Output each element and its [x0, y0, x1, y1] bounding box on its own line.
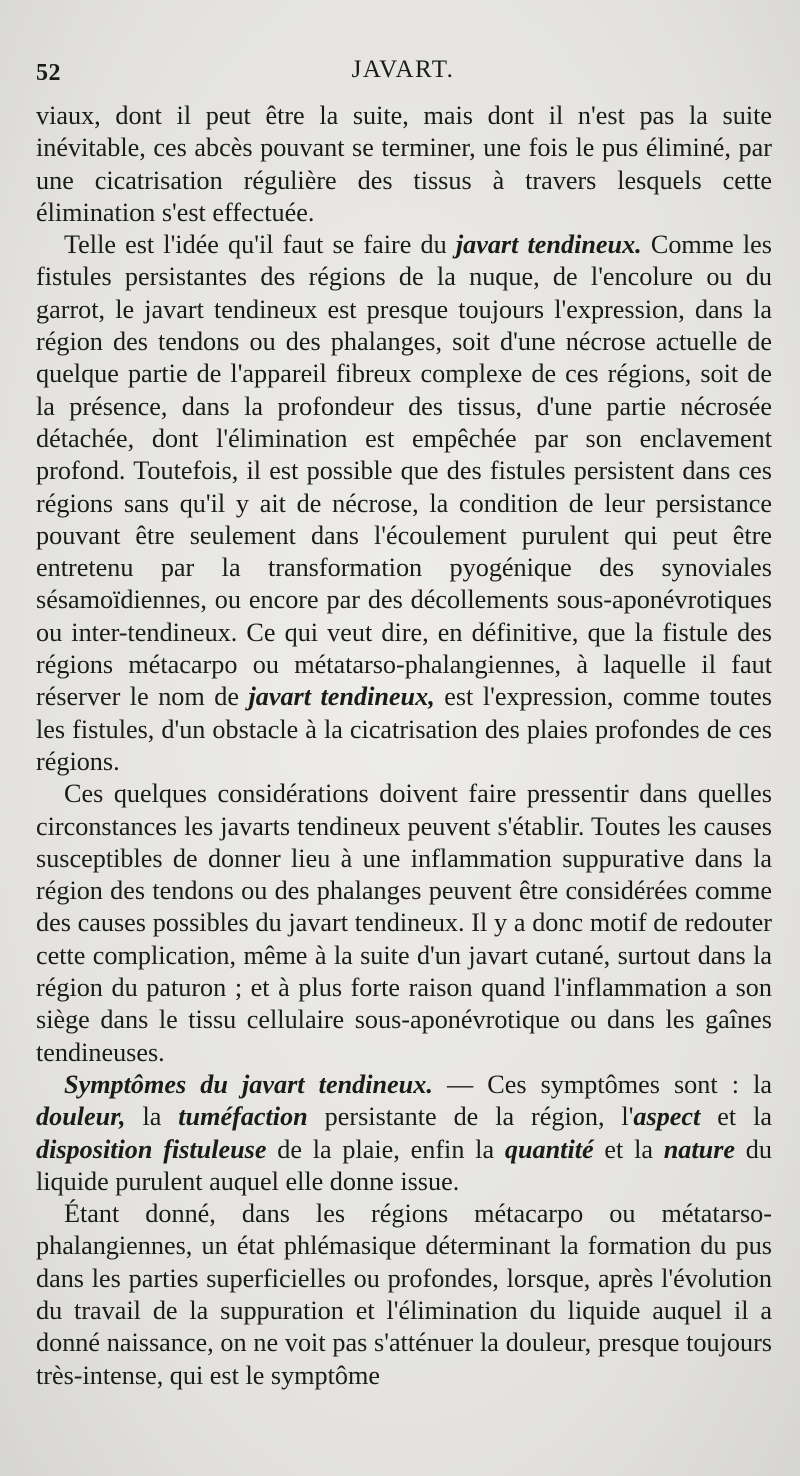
text-span: du liquide purulent auquel elle donne issue.: [36, 1134, 772, 1196]
italic-term: tuméfaction: [178, 1102, 308, 1132]
text-span: de la plaie, enfin la: [266, 1134, 505, 1164]
text-span: la: [125, 1102, 179, 1132]
italic-term: disposition fistuleuse: [36, 1134, 267, 1164]
text-span: — Ces symptômes sont : la: [432, 1069, 772, 1099]
text-span: est l'expression, comme toutes les fistules, d'un obstacle à la cicatrisation des plaies profondes de ces régions.: [36, 682, 772, 776]
text-span: Comme les fistules persistantes des régions de la nuque, de l'encolure ou du garrot, le javart tendineux est presque toujours l'expression, dans la région des tendons ou des phalanges, soit d'une nécrose actuelle de quelque partie de l'appareil fibreux complexe de ces régions, soit de la présence, dans la profondeur des tissus, d'une partie nécrosée détachée, dont l'élimination est empêchée par son enclavement profond. Toutefois, il est possible que des fistules persistent dans ces régions sans qu'il y ait de nécrose, la condition de leur persistance pouvant être seulement dans l'écoulement purulent qui peut être entretenu par la transformation pyogénique des synoviales sésamoïdiennes, ou encore par des décollements sous-aponévrotiques ou inter-tendineux. Ce qui veut dire, en définitive, que la fistule des régions métacarpo ou métatarso-phalangiennes, à laquelle il faut réserver le nom de: [36, 230, 773, 712]
text-span: persistante de la région, l': [307, 1102, 634, 1132]
paragraph-causes: Ces quelques considérations doivent faire pressentir dans quelles circonstances les javarts tendineux peuvent s'établir. Toutes les causes susceptibles de donner lieu à une inflammation suppurative dans la région des tendons ou des phalanges peuvent être considérées comme des causes possibles du javart tendineux. Il y a donc motif de redouter cette complication, même à la suite d'un javart cutané, surtout dans la région du paturon ; et à plus forte raison quand l'inflammation a son siège dans le tissu cellulaire sous-aponévrotique ou dans les gaînes tendineuses.: [36, 779, 772, 1067]
italic-term: javart tendineux,: [248, 682, 435, 712]
paragraph-continuation: viaux, dont il peut être la suite, mais dont il n'est pas la suite inévitable, ces abcès pouvant se terminer, une fois le pus éliminé, par une cicatrisation régulière des tissus à travers lesquels cette élimination s'est effectuée.: [36, 101, 772, 227]
text-span: Telle est l'idée qu'il faut se faire du: [64, 230, 456, 260]
italic-term: nature: [663, 1134, 736, 1164]
body-text: [36, 100, 772, 1392]
text-span: et la: [700, 1102, 772, 1132]
paragraph-symptoms: [36, 1069, 772, 1198]
text-span: et la: [593, 1134, 664, 1164]
section-heading: Symptômes du javart tendineux.: [64, 1069, 433, 1099]
page-header: [36, 52, 770, 86]
paragraph-diagnosis: Étant donné, dans les régions métacarpo ou métatarso-phalangiennes, un état phlémasique déterminant la formation du pus dans les parties superficielles ou profondes, lorsque, après l'évolution du travail de la suppuration et l'élimination du liquide auquel il a donné naissance, on ne voit pas s'atténuer la douleur, presque toujours très-intense, qui est le symptôme: [36, 1199, 772, 1390]
page-number: 52: [36, 60, 61, 86]
paragraph-definition: [36, 229, 772, 778]
running-title: JAVART.: [351, 56, 455, 83]
italic-term: quantité: [504, 1134, 594, 1164]
italic-term: aspect: [633, 1102, 701, 1132]
italic-term: javart tendineux.: [455, 230, 642, 260]
italic-term: douleur,: [36, 1102, 126, 1132]
